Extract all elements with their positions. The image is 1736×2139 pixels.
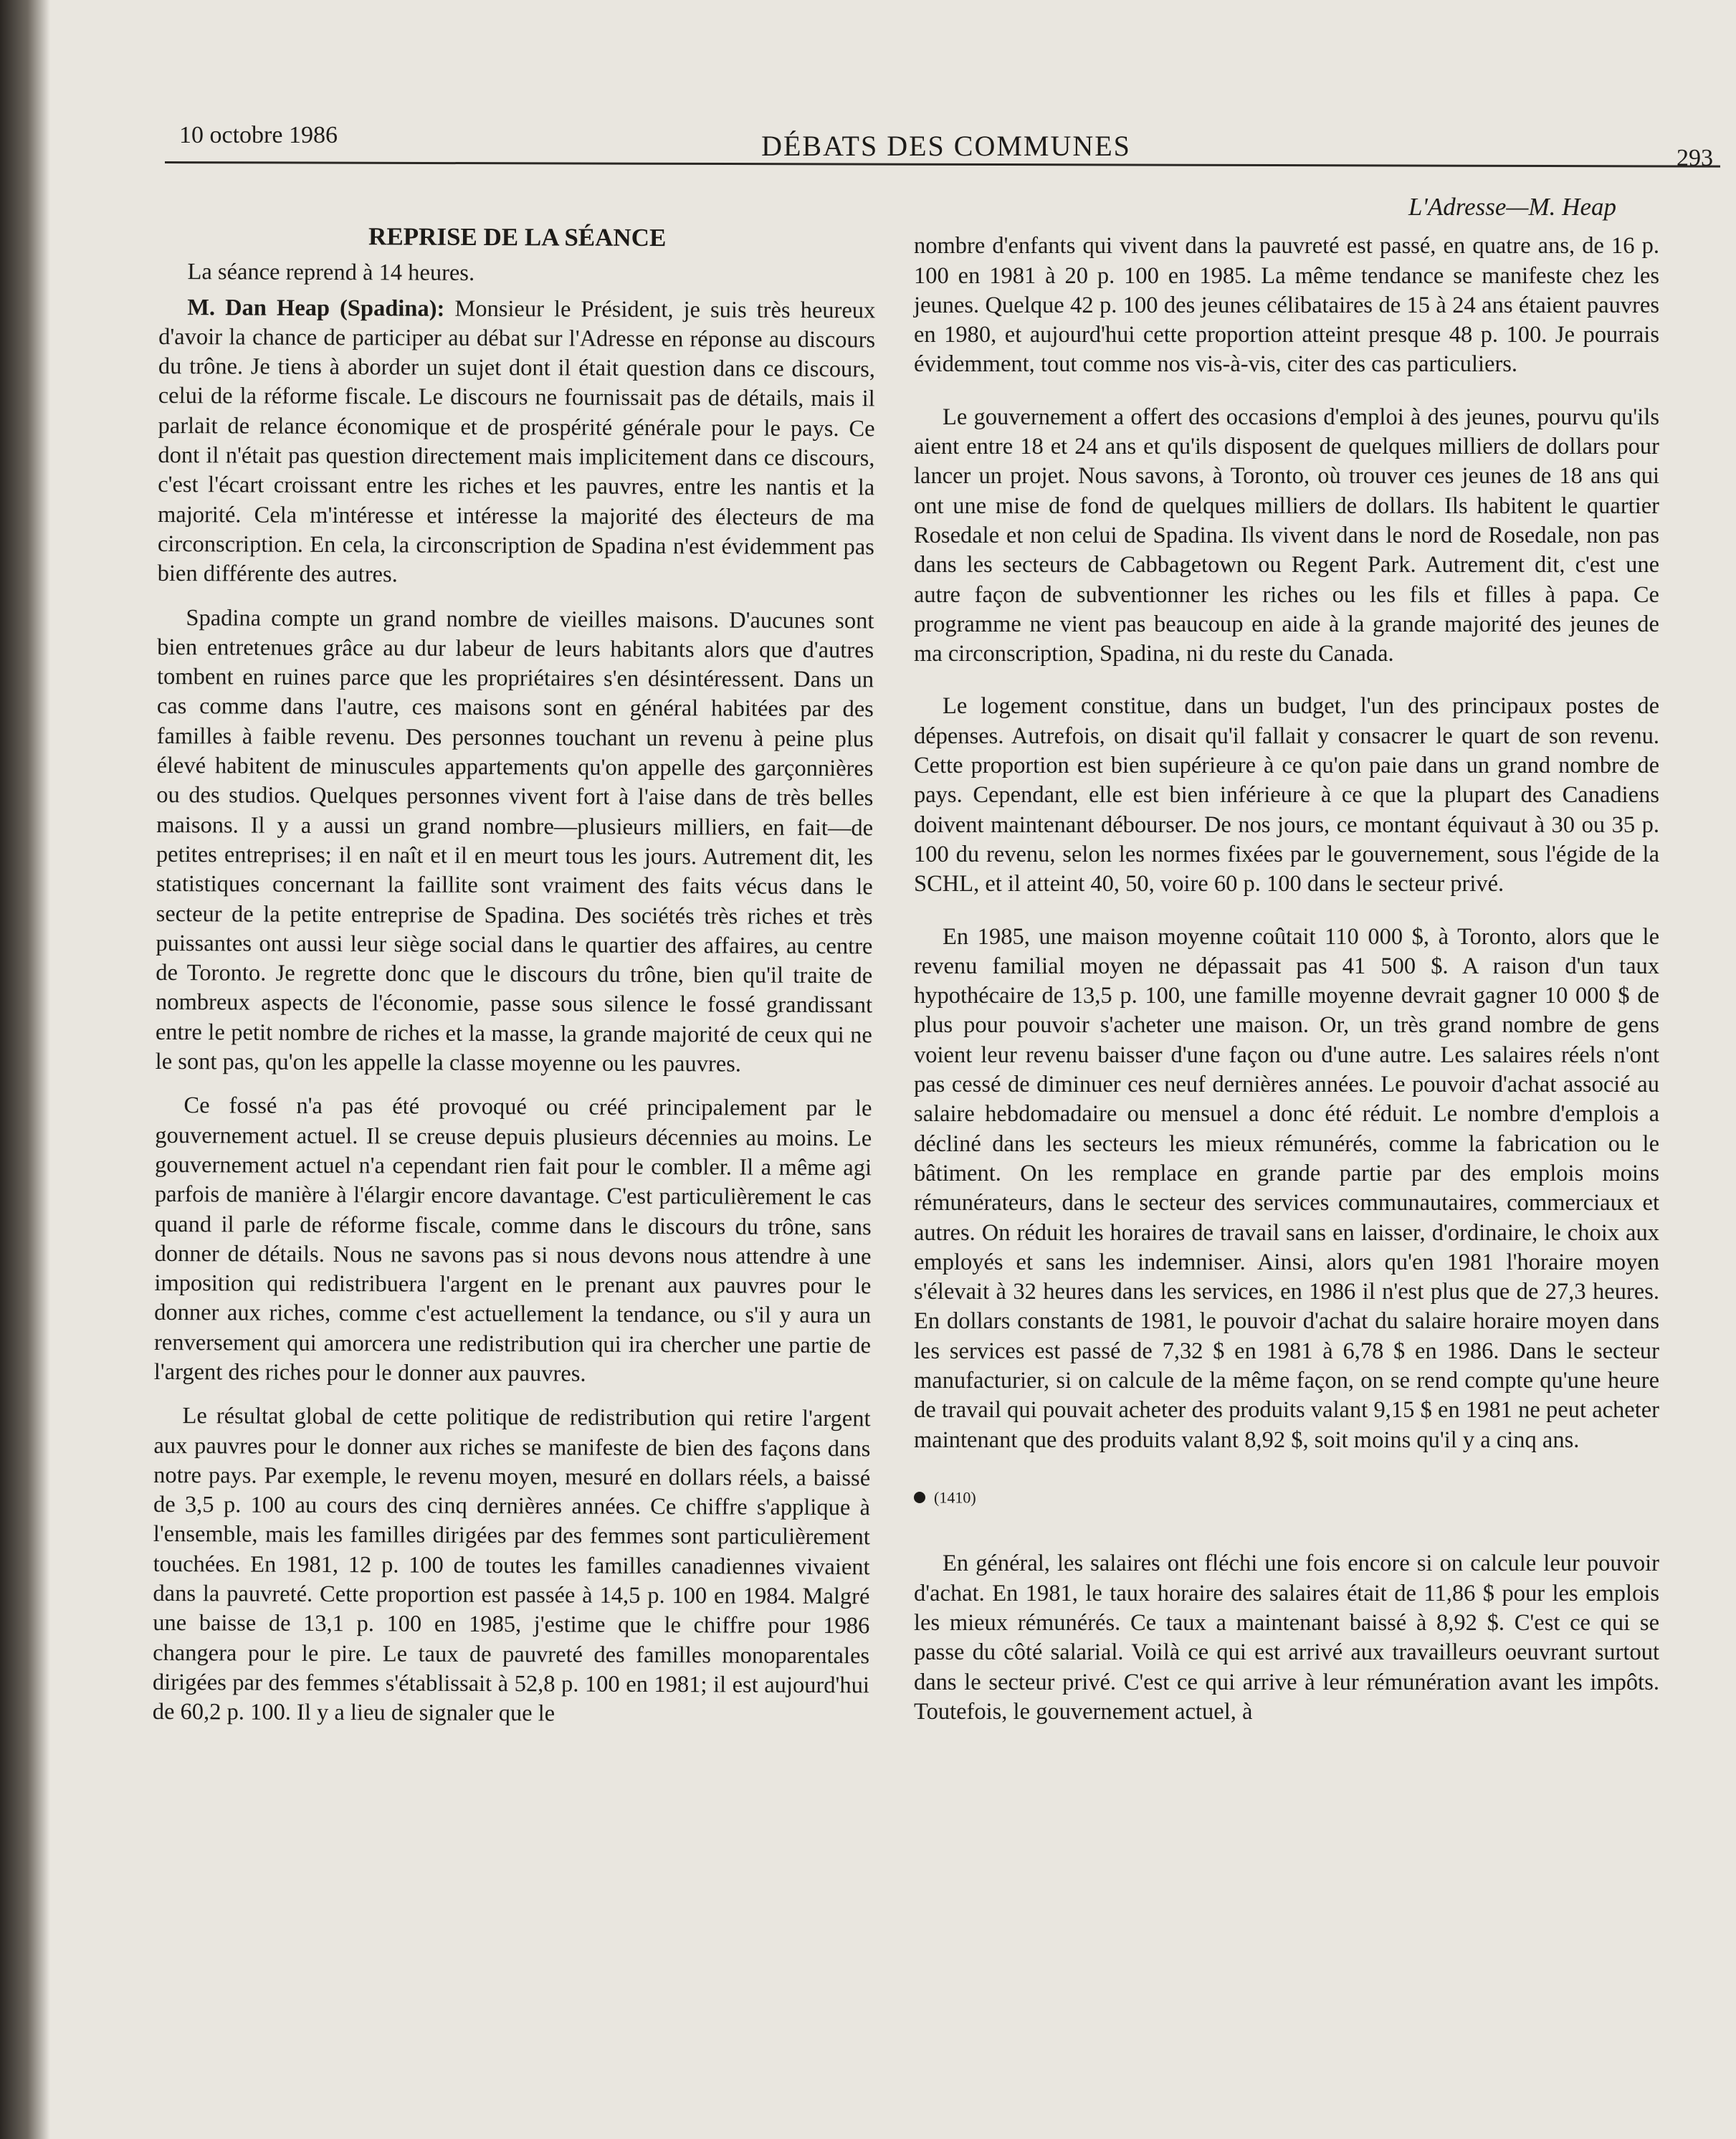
paragraph: En 1985, une maison moyenne coûtait 110 000 $, à Toronto, alors que le revenu familial moyen ne dépassait pas 41 500 $. A raison d'un taux hypothécaire de 13,5 p. 100, une famille moyenne devrait gagner 10 000 $ de plus pour pouvoir s'acheter une maison. Or, un très grand nombre de gens voient leur revenu baisser d'une façon ou d'une autre. Les salaires réels n'ont pas cessé de diminuer ces neuf dernières années. Le pouvoir d'achat associé au salaire hebdomadaire ou mensuel a donc été réduit. Le nombre d'emplois a décliné dans les secteurs les mieux rémunérés, comme la fabrication ou le bâtiment. On les remplace en grande partie par des emplois moins rémunérateurs, dans le secteur des services communautaires, commerciaux et autres. On réduit les horaires de travail sans en laisser, d'ordinaire, le choix aux employés et sans les indemniser. Ainsi, alors qu'en 1981 l'horaire moyen s'élevait à 32 heures dans les services, en 1986 il n'est plus que de 27,3 heures. En dollars constants de 1981, le pouvoir d'achat du salaire horaire moyen dans les services est passé de 7,32 $ en 1981 à 6,78 $ en 1986. Dans le secteur manufacturier, si on calcule de la même façon, on se rend compte qu'une heure de travail qui pouvait acheter des produits valant 9,15 $ en 1981 ne peut acheter maintenant que des produits valant 8,92 $, soit moins qu'il y a cinq ans. [914,923,1659,1453]
running-head: L'Adresse—M. Heap [1408,193,1616,221]
page-header [179,108,1713,171]
paragraph: Le logement constitue, dans un budget, l'un des principaux postes de dépenses. Autrefois, on disait qu'il fallait y consacrer le quart de son revenu. Cette proportion est bien supérieure à ce qu'on paie dans un grand nombre de pays. Cependant, elle est bien inférieure à ce que la plupart des Canadiens doivent maintenant débourser. De nos jours, ce montant équivaut à 30 ou 35 p. 100 du revenu, selon les normes fixées par le gouvernement, sous l'égide de la SCHL, et il atteint 40, 50, voire 60 p. 100 dans le secteur privé. [914,693,1659,897]
paragraph: Spadina compte un grand nombre de vieilles maisons. D'aucunes sont bien entretenues grâce au dur labeur de leurs habitants alors que d'autres tombent en ruines parce que les propriétaires s'en désintéressent. Dans un cas comme dans l'autre, ces maisons sont en général habitées par des familles à faible revenu. Des personnes touchant un revenu à peine plus élevé habitent de minuscules appartements qu'on appelle des garçonnières ou des studios. Quelques personnes vivent fort à l'aise dans de très belles maisons. Il y a aussi un grand nombre—plusieurs milliers, en fait—de petites entreprises; il en naît et il en meurt tous les jours. Autrement dit, les statistiques concernant la faillite sont vraiment des faits vécus dans le secteur de la petite entreprise de Spadina. Des sociétés très riches et très puissantes ont aussi leur siège social dans le quartier des affaires, au centre de Toronto. Je regrette donc que le discours du trône, bien qu'il traite de nombreux aspects de l'économie, passe sous silence le fossé grandissant entre le petit nombre de riches et la masse, la grande majorité de ceux qui ne le sont pas, qu'on les appelle la classe moyenne ou les pauvres. [155,604,874,1077]
header-date: 10 octobre 1986 [179,122,338,148]
bullet-icon [914,1492,925,1503]
paragraph: Le gouvernement a offert des occasions d'emploi à des jeunes, pourvu qu'ils aient entre 18 et 24 ans et qu'ils disposent de quelques milliers de dollars pour lancer un projet. Nous savons, à Toronto, où trouver ces jeunes de 18 ans qui ont une mise de fond de quelques milliers de dollars. Ils habitent le quartier Rosedale et non celui de Spadina. Ils vivent dans le nord de Rosedale, non pas dans les secteurs de Cabbagetown ou Regent Park. Autrement dit, c'est une autre façon de subventionner les riches ou les fils et filles à papa. Ce programme ne vient pas beaucoup en aide à la grande majorité des jeunes de ma circonscription, Spadina, ni du reste du Canada. [914,404,1659,667]
paragraph [158,293,876,592]
header-title: DÉBATS DES COMMUNES [761,130,1131,162]
book-gutter-shadow [0,0,50,2139]
paragraph-text: Monsieur le Président, je suis très heureux d'avoir la chance de participer au débat sur l'Adresse en réponse au discours du trône. Je tiens à aborder un sujet dont il était question dans ce discours, celui de la réforme fiscale. Le discours ne fournissait pas de détails, mais il parlait de relance économique et de prospérité générale pour le pays. Ce dont il n'était pas question directement mais implicitement dans ce discours, c'est l'écart croissant entre les riches et les pauvres, entre les nantis et la majorité. Cela m'intéresse et intéresse la majorité des électeurs de ma circonscription. En cela, la circonscription de Spadina n'est évidemment pas bien différente des autres. [157,295,876,588]
time-marker-text: (1410) [934,1488,976,1507]
paragraph: nombre d'enfants qui vivent dans la pauvreté est passé, en quatre ans, de 16 p. 100 en 1981 à 20 p. 100 en 1985. La même tendance se manifeste chez les jeunes. Quelque 42 p. 100 des jeunes célibataires de 15 à 24 ans étaient pauvres en 1980, et aujourd'hui cette proportion atteint presque 48 p. 100. Je pourrais évidemment, tout comme nos vis-à-vis, citer des cas particuliers. [914,233,1659,378]
paragraph: Ce fossé n'a pas été provoqué ou créé principalement par le gouvernement actuel. Il se creuse depuis plusieurs décennies au moins. Le gouvernement actuel n'a cependant rien fait pour le combler. Il a même agi parfois de manière à l'élargir encore davantage. C'est particulièrement le cas quand il parle de réforme fiscale, comme dans le discours du trône, sans donner de détails. Nous ne savons pas si nous devons nous attendre à une imposition qui redistribuera l'argent en le prenant aux pauvres pour le donner aux riches, comme c'est actuellement la tendance, ou s'il y aura un renversement qui amorcera une redistribution qui ira chercher une partie de l'argent des riches pour le donner aux pauvres. [153,1092,872,1387]
paragraph: En général, les salaires ont fléchi une fois encore si on calcule leur pouvoir d'achat. En 1981, le taux horaire des salaires était de 11,86 $ pour les emplois les mieux rémunérés. Ce taux a maintenant baissé à 8,92 $. C'est ce qui se passe du côté salarial. Voilà ce qui est arrivé aux travailleurs oeuvrant surtout dans le secteur privé. C'est ce qui arrive à leur rémunération avant les impôts. Toutefois, le gouvernement actuel, à [914,1550,1659,1725]
section-title: REPRISE DE LA SÉANCE [368,222,667,252]
right-column [914,192,1659,1727]
paragraph: Le résultat global de cette politique de redistribution qui retire l'argent aux pauvres pour le donner aux riches se manifeste de bien des façons dans notre pays. Par exemple, le revenu moyen, mesuré en dollars réels, a baissé de 3,5 p. 100 au cours des cinq dernières années. Ce chiffre s'applique à l'ensemble, mais les familles dirigées par des femmes sont particulièrement touchées. En 1981, 12 p. 100 de toutes les familles canadiennes vivaient dans la pauvreté. Cette proportion est passée à 14,5 p. 100 en 1984. Malgré une baisse de 13,1 p. 100 en 1985, j'estime que le chiffre pour 1986 changera pour le pire. Le taux de pauvreté des familles monoparentales dirigées par des femmes s'établissait à 52,8 p. 100 en 1981; il est aujourd'hui de 60,2 p. 100. Il y a lieu de signaler que le [152,1403,871,1727]
time-marker [914,1481,1659,1512]
speaker-name: M. Dan Heap (Spadina): [187,294,445,322]
page-number: 293 [1677,145,1713,171]
paragraph: La séance reprend à 14 heures. [187,259,475,287]
document-page [50,0,1736,2139]
left-column [153,192,876,1730]
